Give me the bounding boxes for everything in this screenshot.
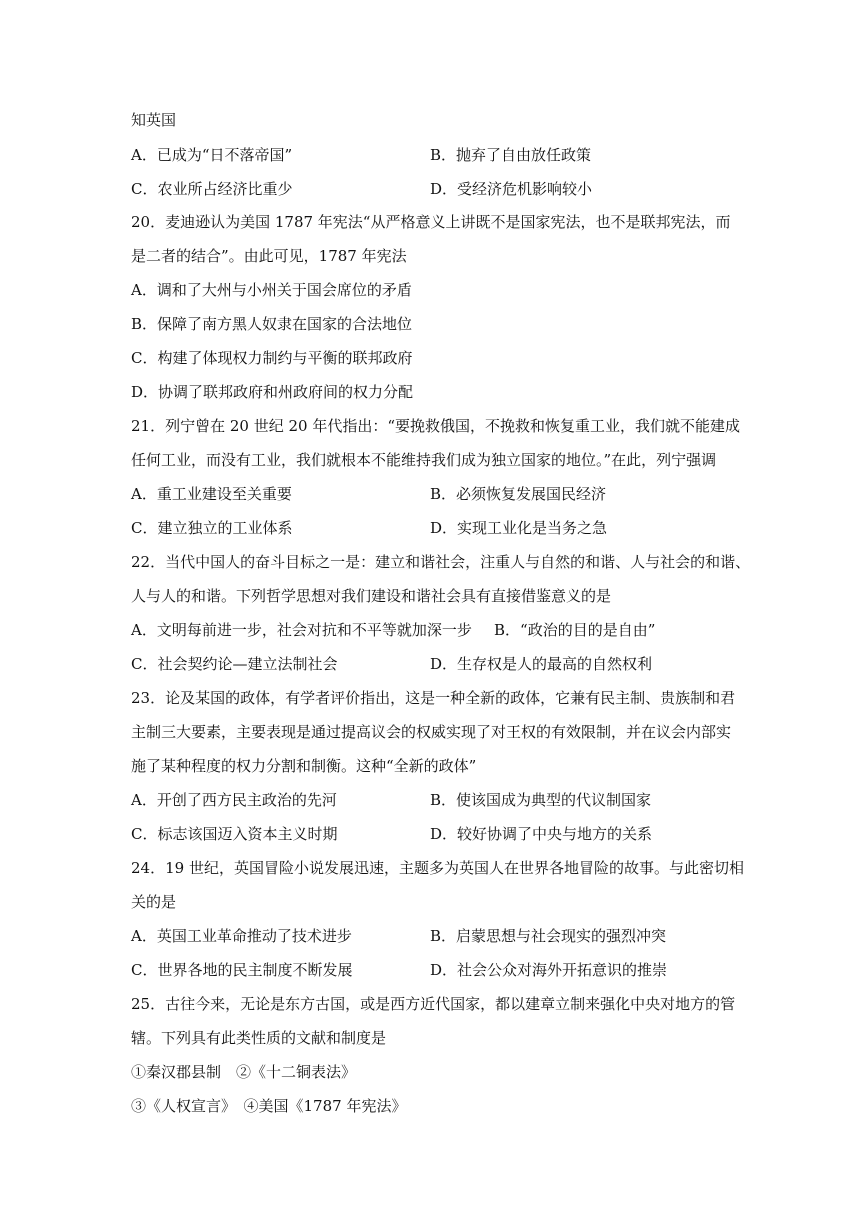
intro-line: 知英国 (131, 111, 177, 129)
q22-stem-line-2: 人与人的和谐。下列哲学思想对我们建设和谐社会具有直接借鉴意义的是 (131, 587, 612, 605)
q21-option-b: B．必须恢复发展国民经济 (430, 485, 607, 503)
q24-option-c: C．世界各地的民主制度不断发展 (131, 961, 353, 979)
q20-stem-line-2: 是二者的结合”。由此可见，1787 年宪法 (131, 247, 407, 265)
q22-option-b: B．“政治的目的是自由” (494, 621, 656, 639)
q20-option-a: A．调和了大州与小州关于国会席位的矛盾 (131, 281, 412, 299)
q23-option-c: C．标志该国迈入资本主义时期 (131, 825, 338, 843)
q21-stem-line-2: 任何工业，而没有工业，我们就根本不能维持我们成为独立国家的地位。”在此，列宁强调 (131, 451, 717, 469)
q25-stem-line-2: 辖。下列具有此类性质的文献和制度是 (131, 1029, 387, 1047)
q23-option-a: A．开创了西方民主政治的先河 (131, 791, 337, 809)
q20-stem-line-1: 20．麦迪逊认为美国 1787 年宪法“从严格意义上讲既不是国家宪法，也不是联邦宪法，而 (131, 213, 731, 231)
q23-option-d: D．较好协调了中央与地方的关系 (430, 825, 653, 843)
q20-option-b: B．保障了南方黑人奴隶在国家的合法地位 (131, 315, 413, 333)
q20-option-d: D．协调了联邦政府和州政府间的权力分配 (131, 383, 414, 401)
q24-stem-line-1: 24．19 世纪，英国冒险小说发展迅速，主题多为英国人在世界各地冒险的故事。与此密切相 (131, 859, 744, 877)
q24-option-b: B．启蒙思想与社会现实的强烈冲突 (430, 927, 667, 945)
q19-option-a: A．已成为“日不落帝国” (131, 146, 293, 164)
q23-stem-line-3: 施了某种程度的权力分割和制衡。这种“全新的政体” (131, 757, 477, 775)
q23-option-b: B．使该国成为典型的代议制国家 (430, 791, 652, 809)
q24-stem-line-2: 关的是 (131, 893, 177, 911)
q21-option-d: D．实现工业化是当务之急 (430, 519, 608, 537)
q21-option-c: C．建立独立的工业体系 (131, 519, 293, 537)
q21-stem-line-1: 21．列宁曾在 20 世纪 20 年代指出：“要挽救俄国，不挽救和恢复重工业，我们就不能建成 (131, 417, 741, 435)
q23-stem-line-2: 主制三大要素，主要表现是通过提高议会的权威实现了对王权的有效限制，并在议会内部实 (131, 723, 732, 741)
q24-option-d: D．社会公众对海外开拓意识的推崇 (430, 961, 668, 979)
q22-option-a: A．文明每前进一步，社会对抗和不平等就加深一步 (131, 621, 472, 639)
q19-option-b: B．抛弃了自由放任政策 (430, 146, 592, 164)
q22-option-d: D．生存权是人的最高的自然权利 (430, 655, 653, 673)
q24-option-a: A．英国工业革命推动了技术进步 (131, 927, 352, 945)
q25-item-line-1: ①秦汉郡县制 ②《十二铜表法》 (131, 1063, 357, 1081)
q25-item-line-2: ③《人权宣言》 ④美国《1787 年宪法》 (131, 1097, 407, 1115)
q19-option-d: D．受经济危机影响较小 (430, 180, 593, 198)
q25-stem-line-1: 25．古往今来，无论是东方古国，或是西方近代国家，都以建章立制来强化中央对地方的管 (131, 995, 736, 1013)
q23-stem-line-1: 23．论及某国的政体，有学者评价指出，这是一种全新的政体，它兼有民主制、贵族制和君 (131, 689, 736, 707)
q20-option-c: C．构建了体现权力制约与平衡的联邦政府 (131, 349, 413, 367)
q22-stem-line-1: 22．当代中国人的奋斗目标之一是：建立和谐社会，注重人与自然的和谐、人与社会的和谐、 (131, 553, 751, 571)
q21-option-a: A．重工业建设至关重要 (131, 485, 292, 503)
q19-option-c: C．农业所占经济比重少 (131, 180, 293, 198)
q22-option-c: C．社会契约论—建立法制社会 (131, 655, 338, 673)
